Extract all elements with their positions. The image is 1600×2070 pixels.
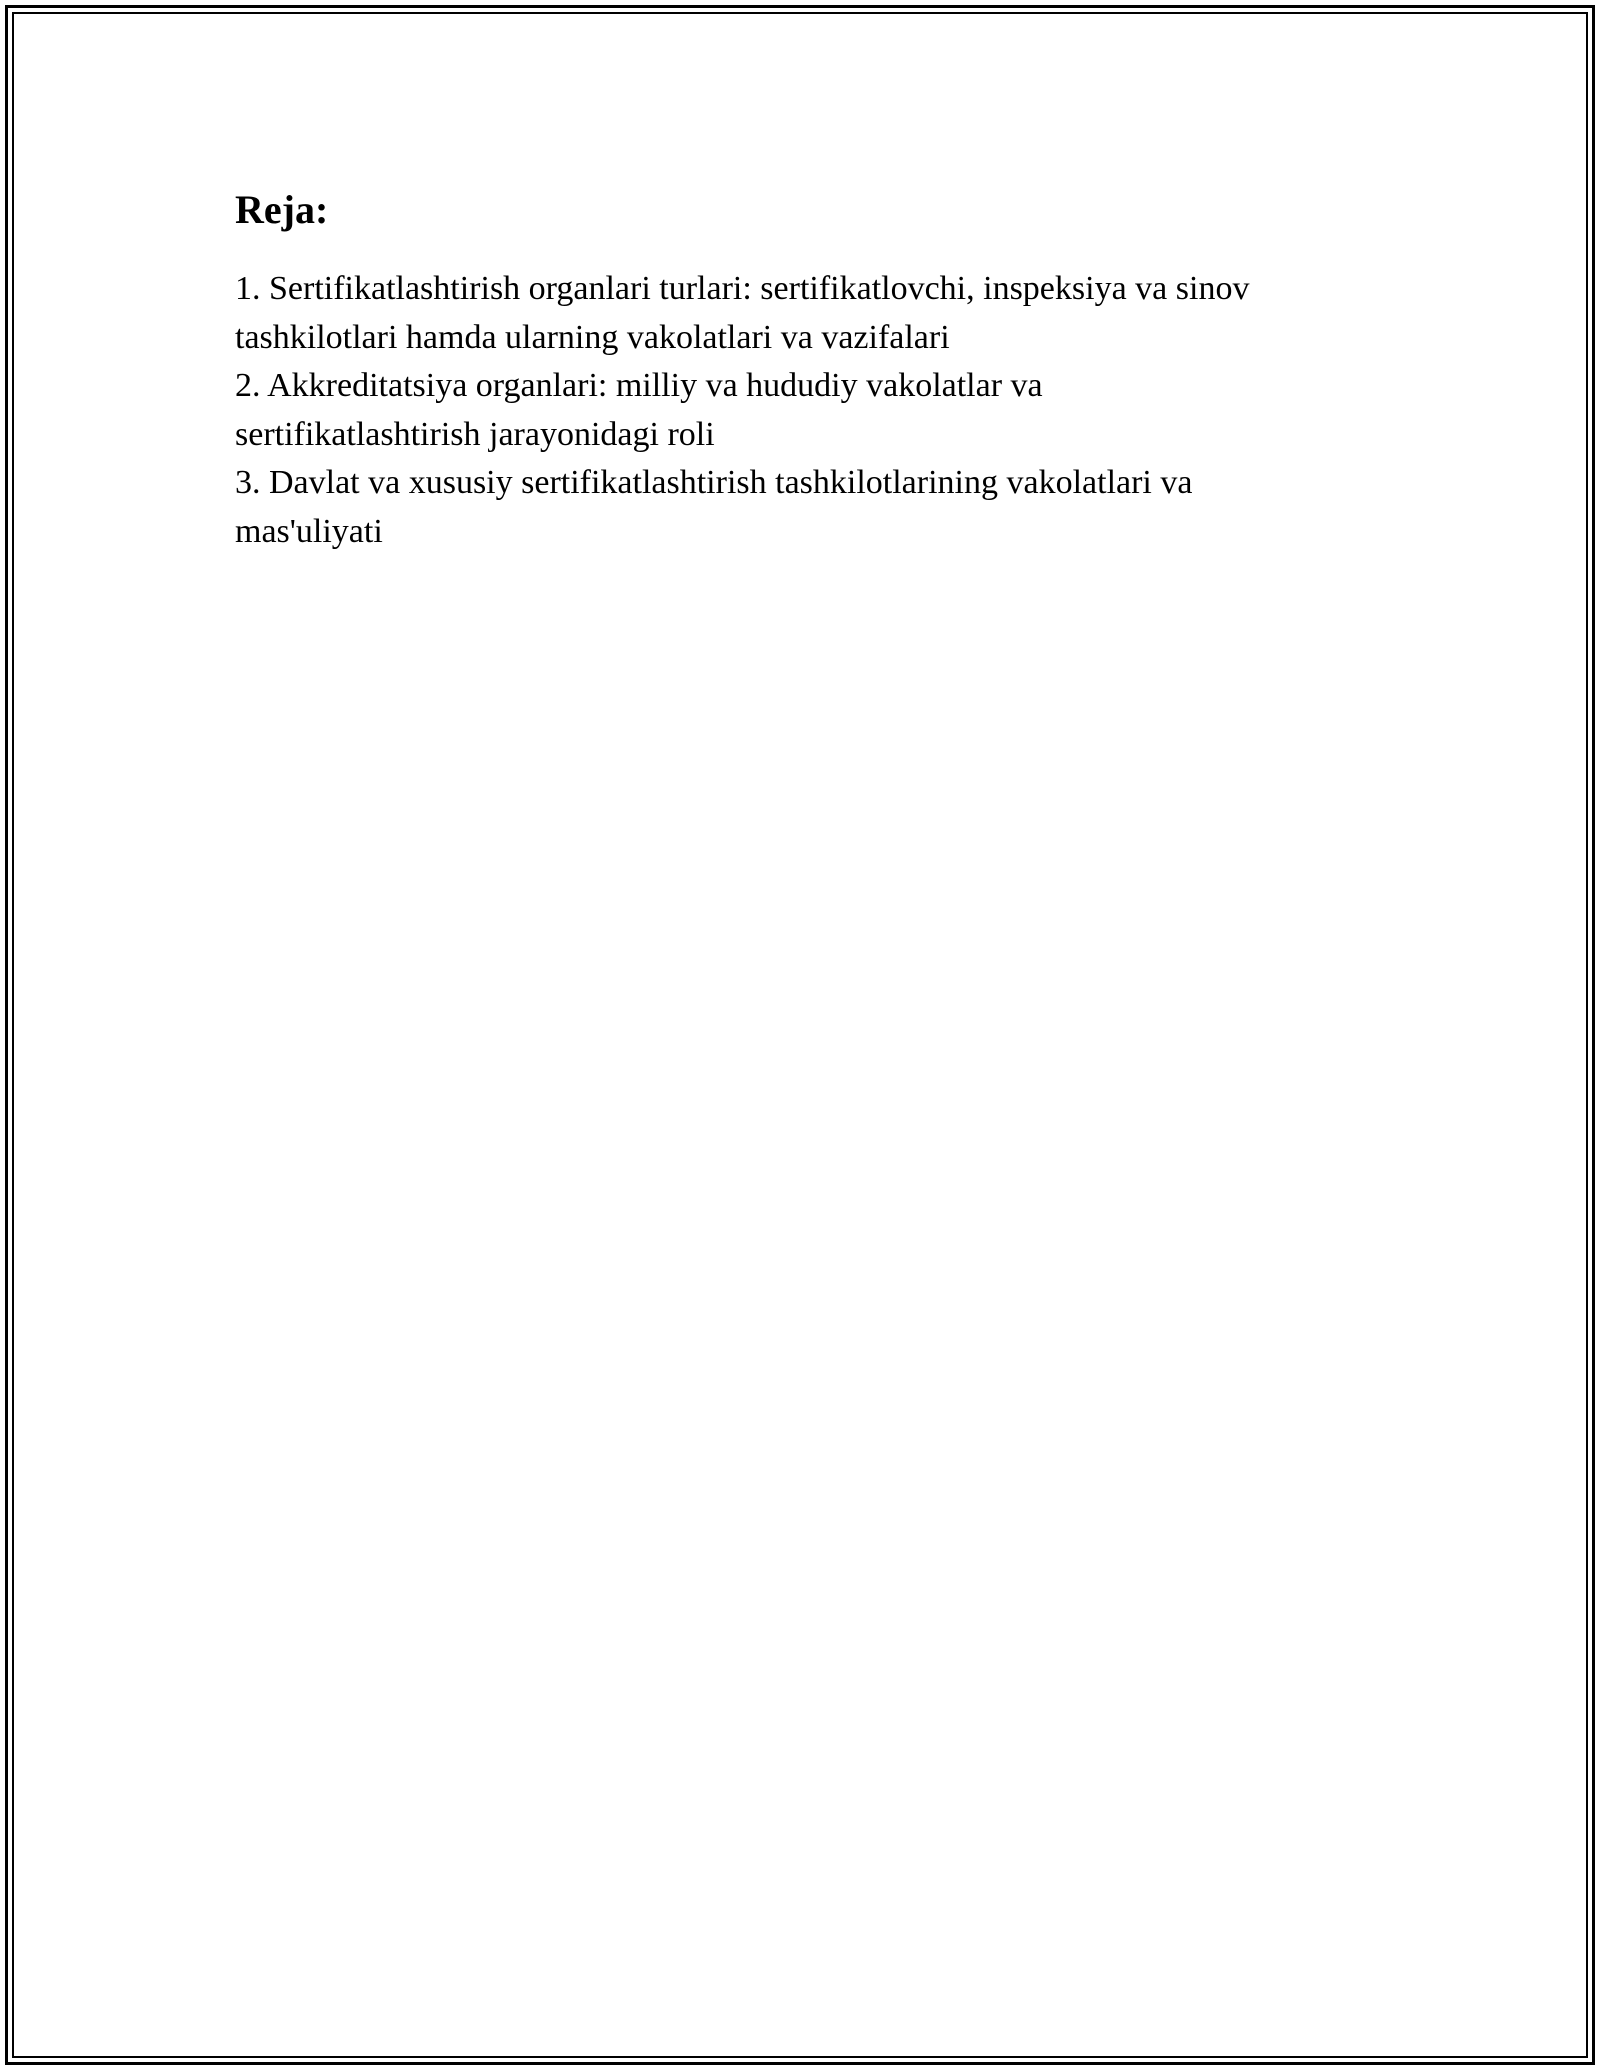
document-content [235, 185, 1395, 556]
plan-list [235, 265, 1395, 556]
plan-item-line: 2. Akkreditatsiya organlari: milliy va hududiy vakolatlar va [235, 367, 1043, 404]
plan-item-line: 1. Sertifikatlashtirish organlari turlari: sertifikatlovchi, inspeksiya va sinov [235, 270, 1250, 307]
plan-title: Reja: [235, 187, 329, 232]
plan-item-line: sertifikatlashtirish jarayonidagi roli [235, 415, 715, 453]
plan-item-line: tashkilotlari hamda ularning vakolatlari va vazifalari [235, 318, 950, 356]
plan-item-line: 3. Davlat va xususiy sertifikatlashtirish tashkilotlarining vakolatlari va [235, 464, 1193, 501]
plan-item-line: mas'uliyati [235, 512, 383, 550]
